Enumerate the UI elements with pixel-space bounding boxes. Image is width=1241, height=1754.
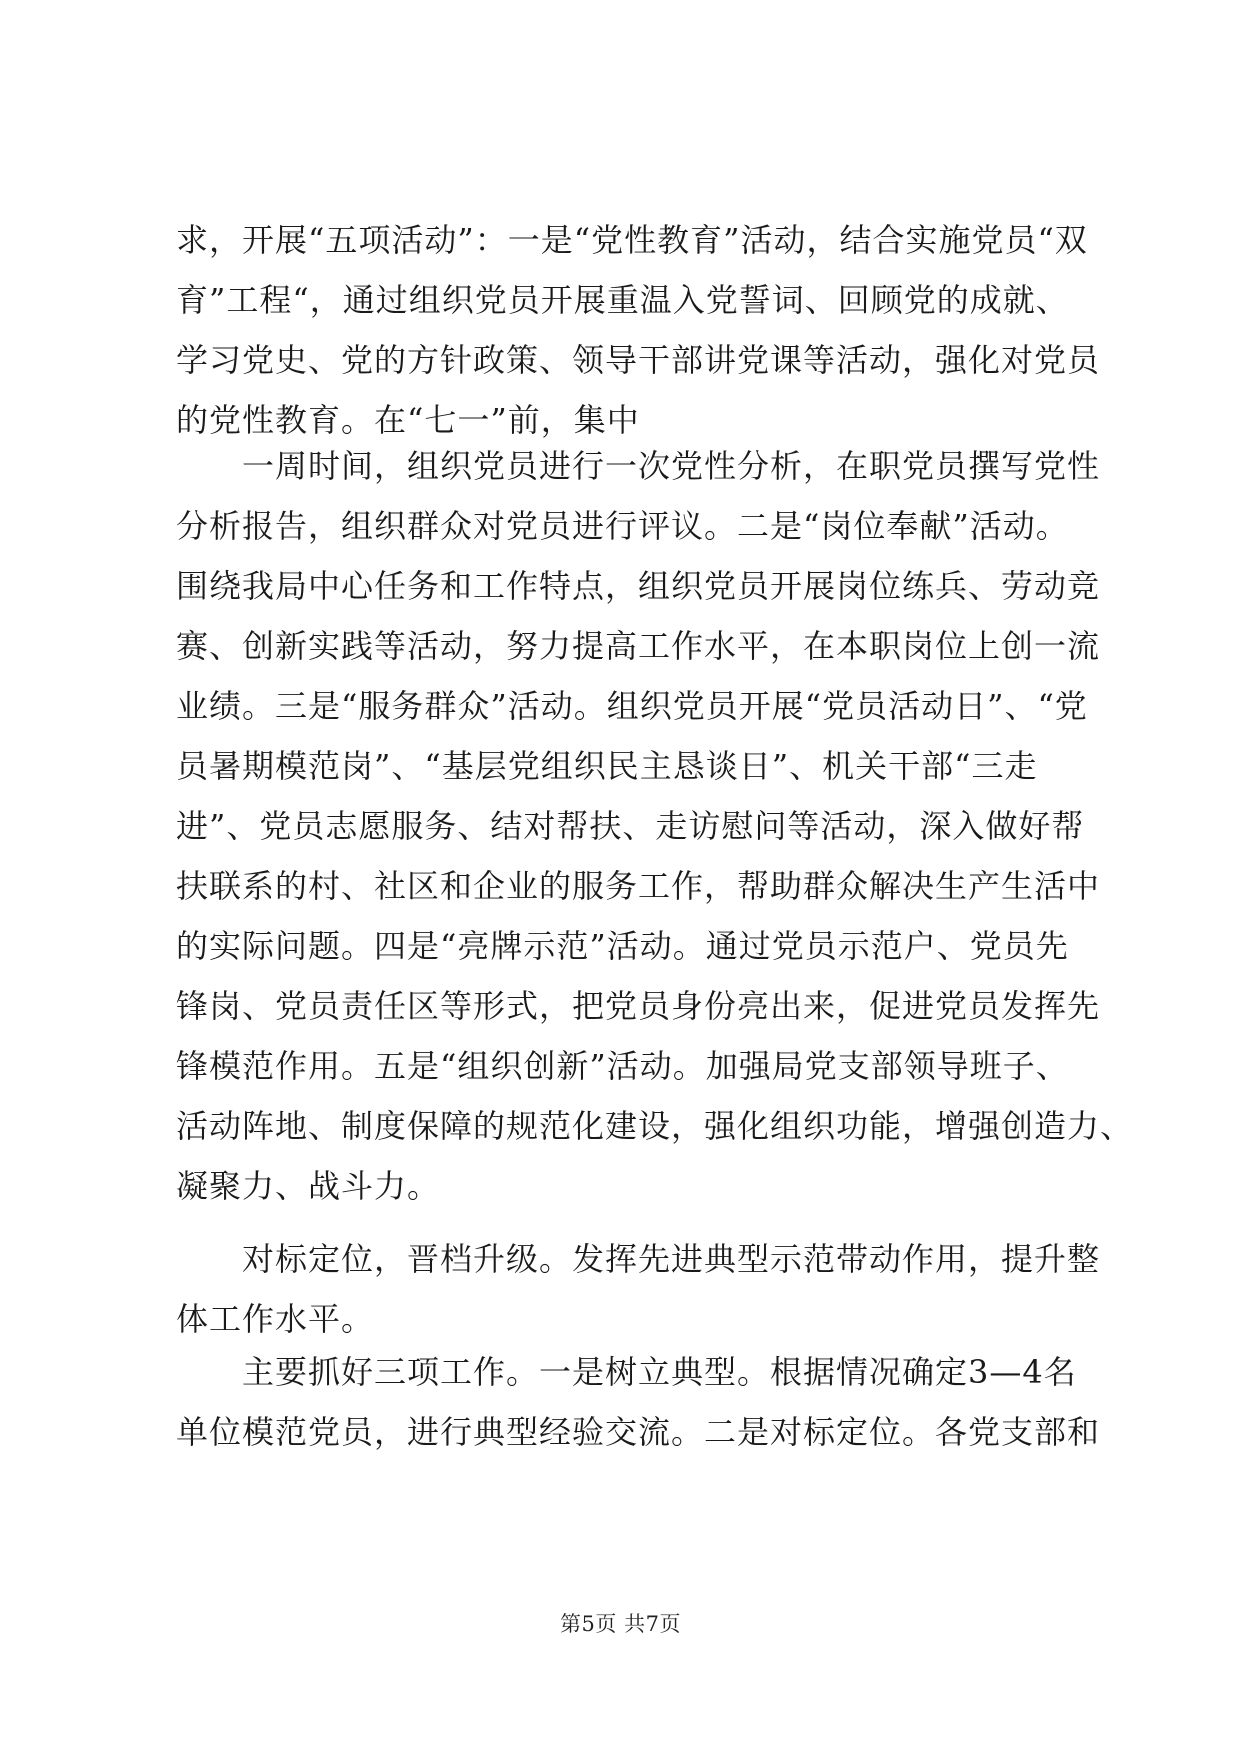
text-line: 扶联系的村、社区和企业的服务工作，帮助群众解决生产生活中 [176, 867, 1101, 905]
text-line: 求，开展“五项活动”：一是“党性教育”活动，结合实施党员“双 [176, 221, 1088, 259]
text-line: 单位模范党员，进行典型经验交流。二是对标定位。各党支部和 [176, 1413, 1101, 1451]
text-line: 进”、党员志愿服务、结对帮扶、走访慰问等活动，深入做好帮 [176, 807, 1085, 845]
text-line: 一周时间，组织党员进行一次党性分析，在职党员撰写党性 [176, 447, 1101, 485]
text-line: 育”工程“，通过组织党员开展重温入党誓词、回顾党的成就、 [176, 281, 1069, 319]
text-line: 围绕我局中心任务和工作特点，组织党员开展岗位练兵、劳动竞 [176, 567, 1101, 605]
text-line: 学习党史、党的方针政策、领导干部讲党课等活动，强化对党员 [176, 341, 1101, 379]
text-line: 的实际问题。四是“亮牌示范”活动。通过党员示范户、党员先 [176, 927, 1069, 965]
text-line: 分析报告，组织群众对党员进行评议。二是“岗位奉献”活动。 [176, 507, 1069, 545]
text-line: 锋岗、党员责任区等形式，把党员身份亮出来，促进党员发挥先 [176, 987, 1101, 1025]
paragraph-1 [176, 210, 1101, 450]
text-line: 体工作水平。 [176, 1300, 375, 1338]
text-line: 锋模范作用。五是“组织创新”活动。加强局党支部领导班子、 [176, 1047, 1069, 1085]
paragraph-4 [176, 1342, 1101, 1462]
text-line: 的党性教育。在“七一”前，集中 [176, 401, 640, 439]
page-number-footer: 第5页 共7页 [560, 1612, 681, 1636]
text-line: 对标定位，晋档升级。发挥先进典型示范带动作用，提升整 [176, 1240, 1101, 1278]
text-line: 活动阵地、制度保障的规范化建设，强化组织功能，增强创造力、 [176, 1107, 1134, 1145]
text-line: 凝聚力、战斗力。 [176, 1167, 441, 1205]
text-line: 赛、创新实践等活动，努力提高工作水平，在本职岗位上创一流 [176, 627, 1101, 665]
text-line: 业绩。三是“服务群众”活动。组织党员开展“党员活动日”、“党 [176, 687, 1088, 725]
paragraph-2 [176, 436, 1134, 1216]
text-line: 员暑期模范岗”、“基层党组织民主恳谈日”、机关干部“三走 [176, 747, 1038, 785]
text-line: 主要抓好三项工作。一是树立典型。根据情况确定3—4名 [176, 1353, 1077, 1391]
paragraph-3 [176, 1229, 1101, 1349]
